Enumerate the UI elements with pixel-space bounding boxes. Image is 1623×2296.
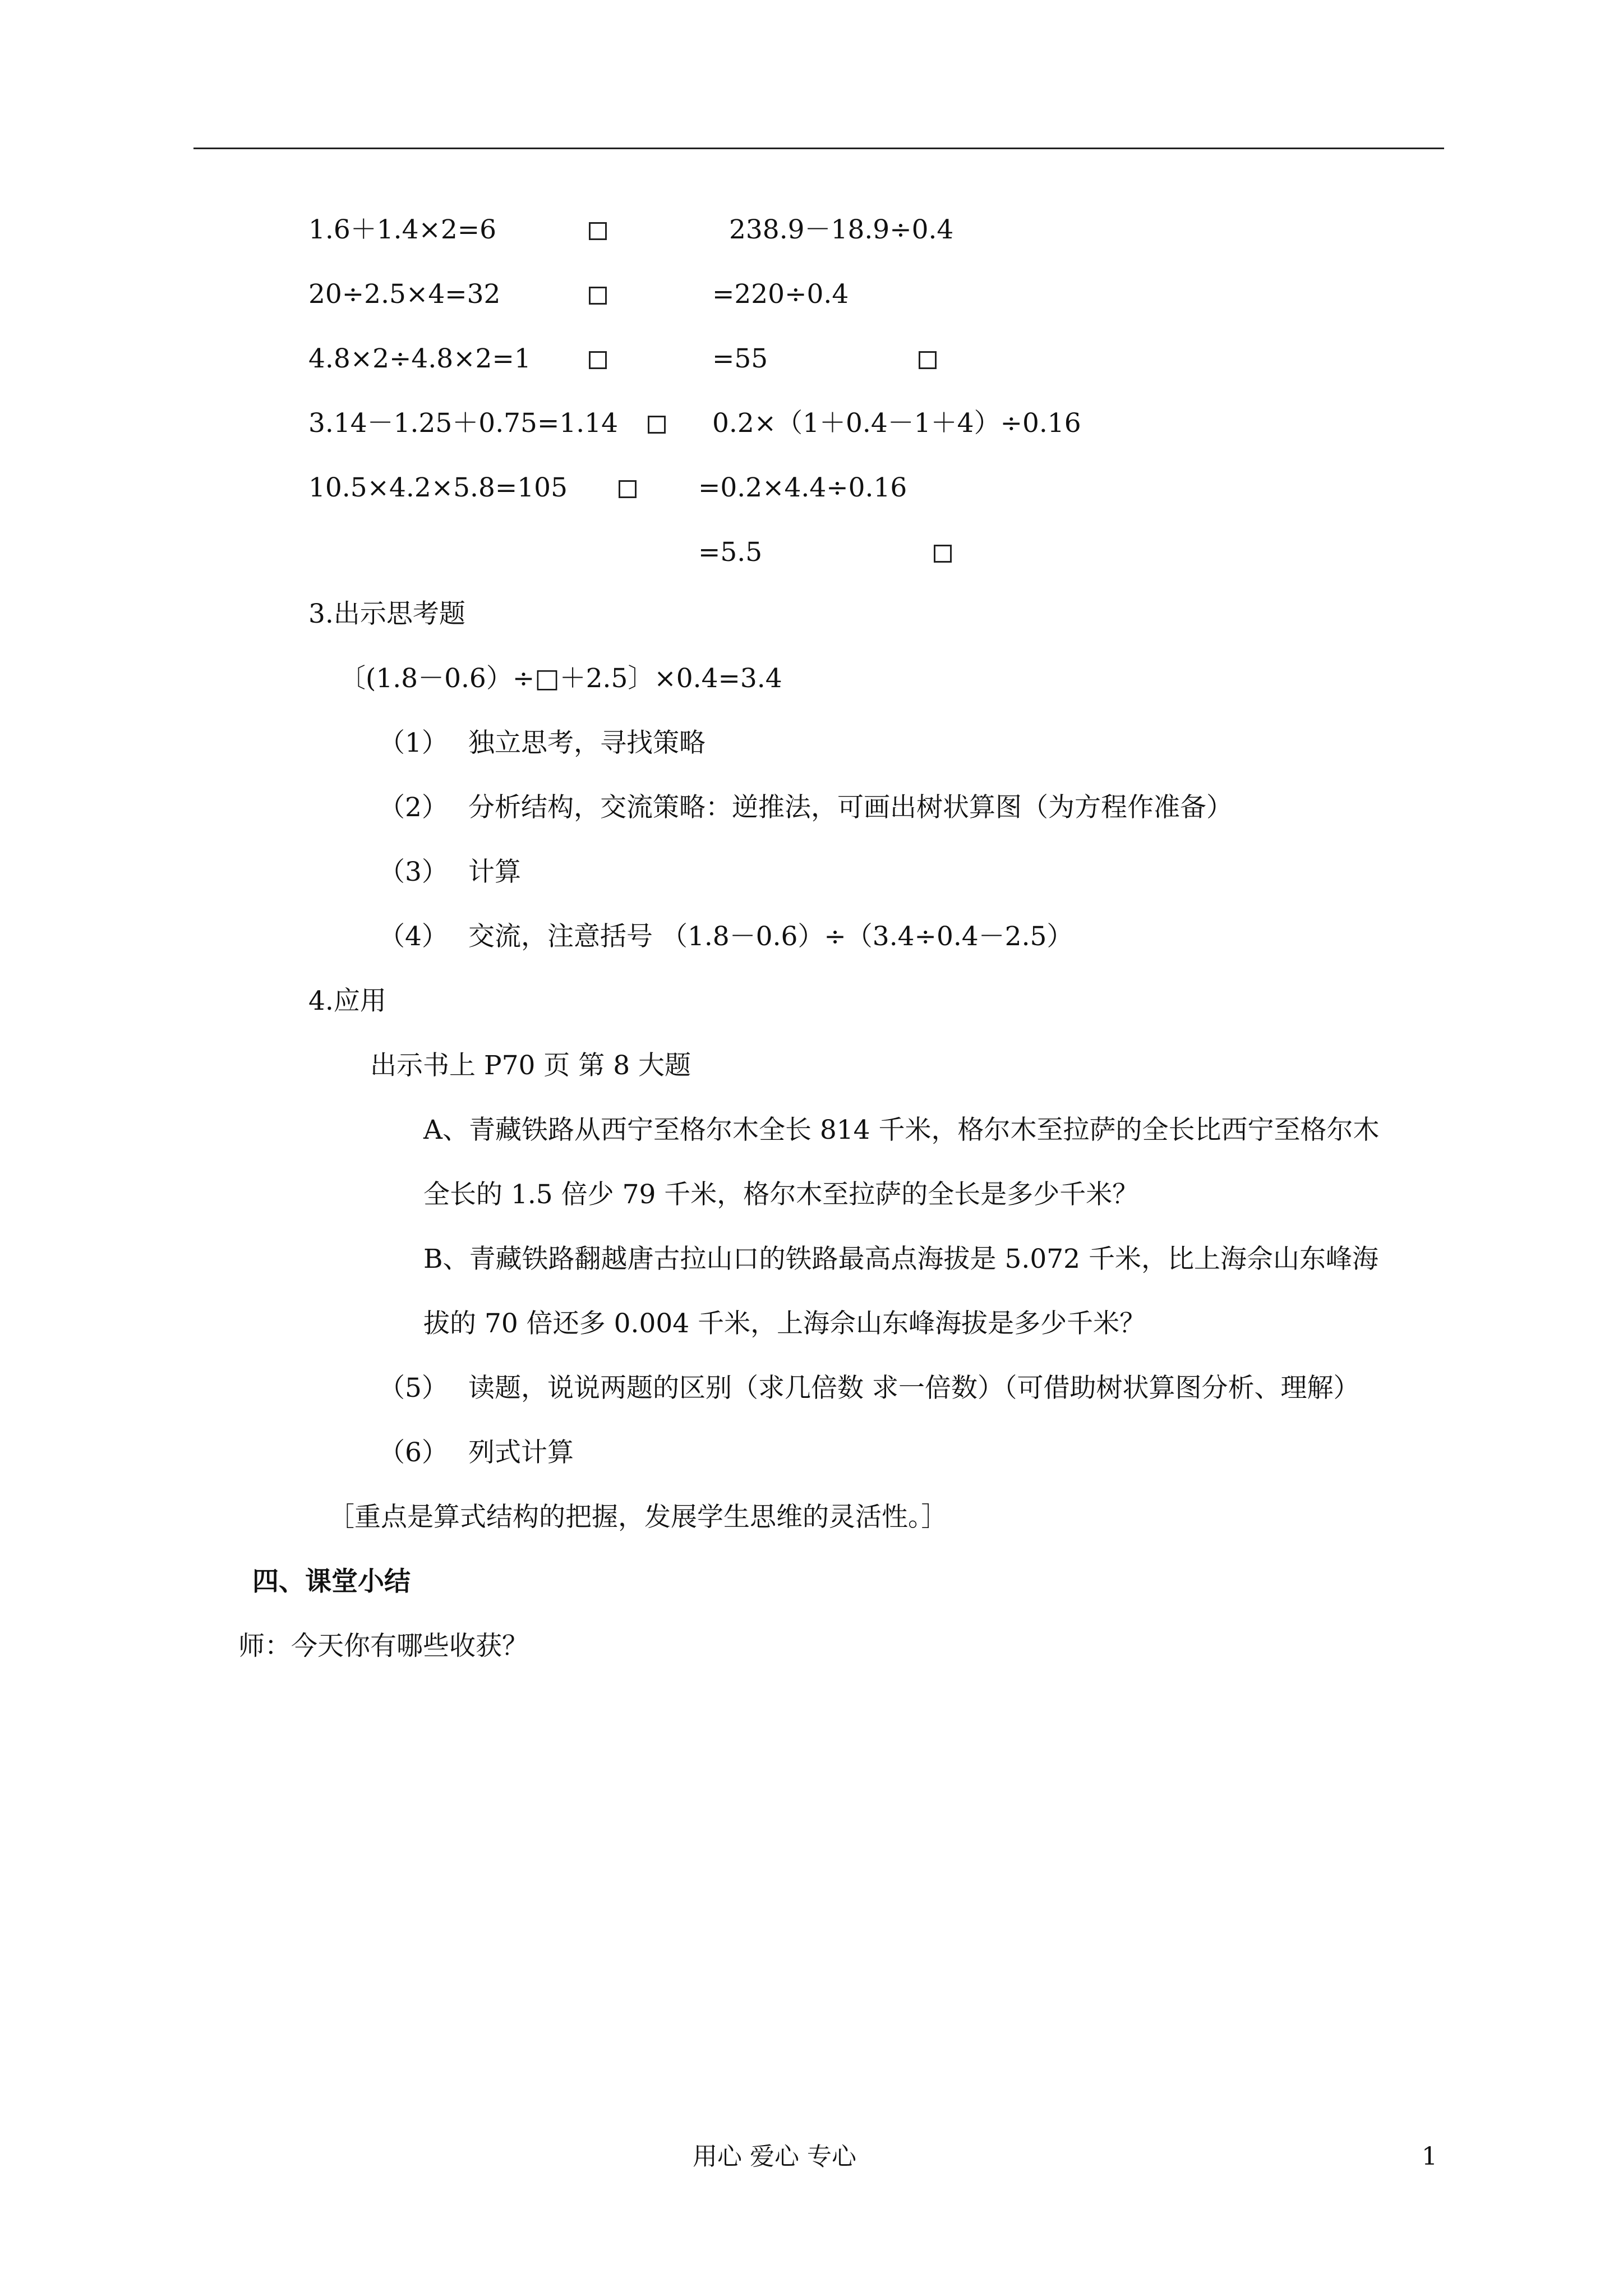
calc2-checkbox[interactable] [934, 545, 952, 563]
calc1-line1: 238.9－18.9÷0.4 [729, 214, 954, 245]
problem-b-line2: 拔的 70 倍还多 0.004 千米，上海佘山东峰海拔是多少千米？ [423, 1308, 1146, 1339]
calc1-line2: =220÷0.4 [712, 279, 849, 310]
header-rule [193, 148, 1444, 149]
problem-a-line1: A、青藏铁路从西宁至格尔木全长 814 千米，格尔木至拉萨的全长比西宁至格尔木 [423, 1115, 1380, 1145]
check-row-2: 20÷2.5×4=32 [308, 279, 501, 310]
step-3-number: （3） [379, 857, 448, 887]
check-row-4: 3.14－1.25＋0.75=1.14 [308, 408, 618, 439]
summary-question: 师：今天你有哪些收获？ [238, 1631, 528, 1662]
calc2-line3: =5.5 [698, 537, 763, 568]
section4-title: 4.应用 [308, 986, 386, 1016]
step-5-text: 读题，说说两题的区别（求几倍数 求一倍数）（可借助树状算图分析、理解） [468, 1373, 1360, 1404]
page-number: 1 [1422, 2142, 1437, 2171]
check-row-3: 4.8×2÷4.8×2=1 [308, 343, 531, 374]
section3-equation: 〔(1.8－0.6）÷□＋2.5〕×0.4=3.4 [339, 663, 782, 694]
step-2-text: 分析结构，交流策略：逆推法，可画出树状算图（为方程作准备） [468, 792, 1233, 823]
step-1-text: 独立思考，寻找策略 [468, 728, 706, 758]
problem-b-line1: B、青藏铁路翻越唐古拉山口的铁路最高点海拔是 5.072 千米，比上海佘山东峰海 [423, 1244, 1378, 1274]
step-4-text: 交流，注意括号 （1.8－0.6）÷（3.4÷0.4－2.5） [468, 921, 1073, 952]
checkbox-2[interactable] [589, 287, 607, 305]
calc2-line2: =0.2×4.4÷0.16 [698, 472, 907, 503]
key-point-note: ［重点是算式结构的把握，发展学生思维的灵活性。］ [328, 1502, 948, 1533]
section3-title: 3.出示思考题 [308, 599, 465, 629]
checkbox-5[interactable] [619, 480, 637, 498]
footer-motto: 用心 爱心 专心 [693, 2142, 856, 2171]
checkbox-3[interactable] [589, 351, 607, 369]
step-4-number: （4） [379, 921, 448, 952]
checkbox-1[interactable] [589, 222, 607, 240]
step-6-text: 列式计算 [468, 1437, 574, 1468]
step-3-text: 计算 [468, 857, 521, 887]
calc2-line1: 0.2×（1＋0.4－1＋4）÷0.16 [712, 408, 1081, 439]
step-2-number: （2） [379, 792, 448, 823]
check-row-1: 1.6＋1.4×2=6 [308, 214, 497, 245]
step-5-number: （5） [379, 1373, 448, 1404]
problem-a-line2: 全长的 1.5 倍少 79 千米，格尔木至拉萨的全长是多少千米？ [423, 1179, 1139, 1210]
step-1-number: （1） [379, 728, 448, 758]
calc1-checkbox[interactable] [919, 351, 937, 369]
calc1-line3: =55 [712, 343, 768, 374]
section4-intro: 出示书上 P70 页 第 8 大题 [370, 1050, 691, 1081]
check-row-5: 10.5×4.2×5.8=105 [308, 472, 568, 503]
checkbox-4[interactable] [648, 416, 666, 434]
step-6-number: （6） [379, 1437, 448, 1468]
summary-heading: 四、课堂小结 [252, 1566, 411, 1597]
